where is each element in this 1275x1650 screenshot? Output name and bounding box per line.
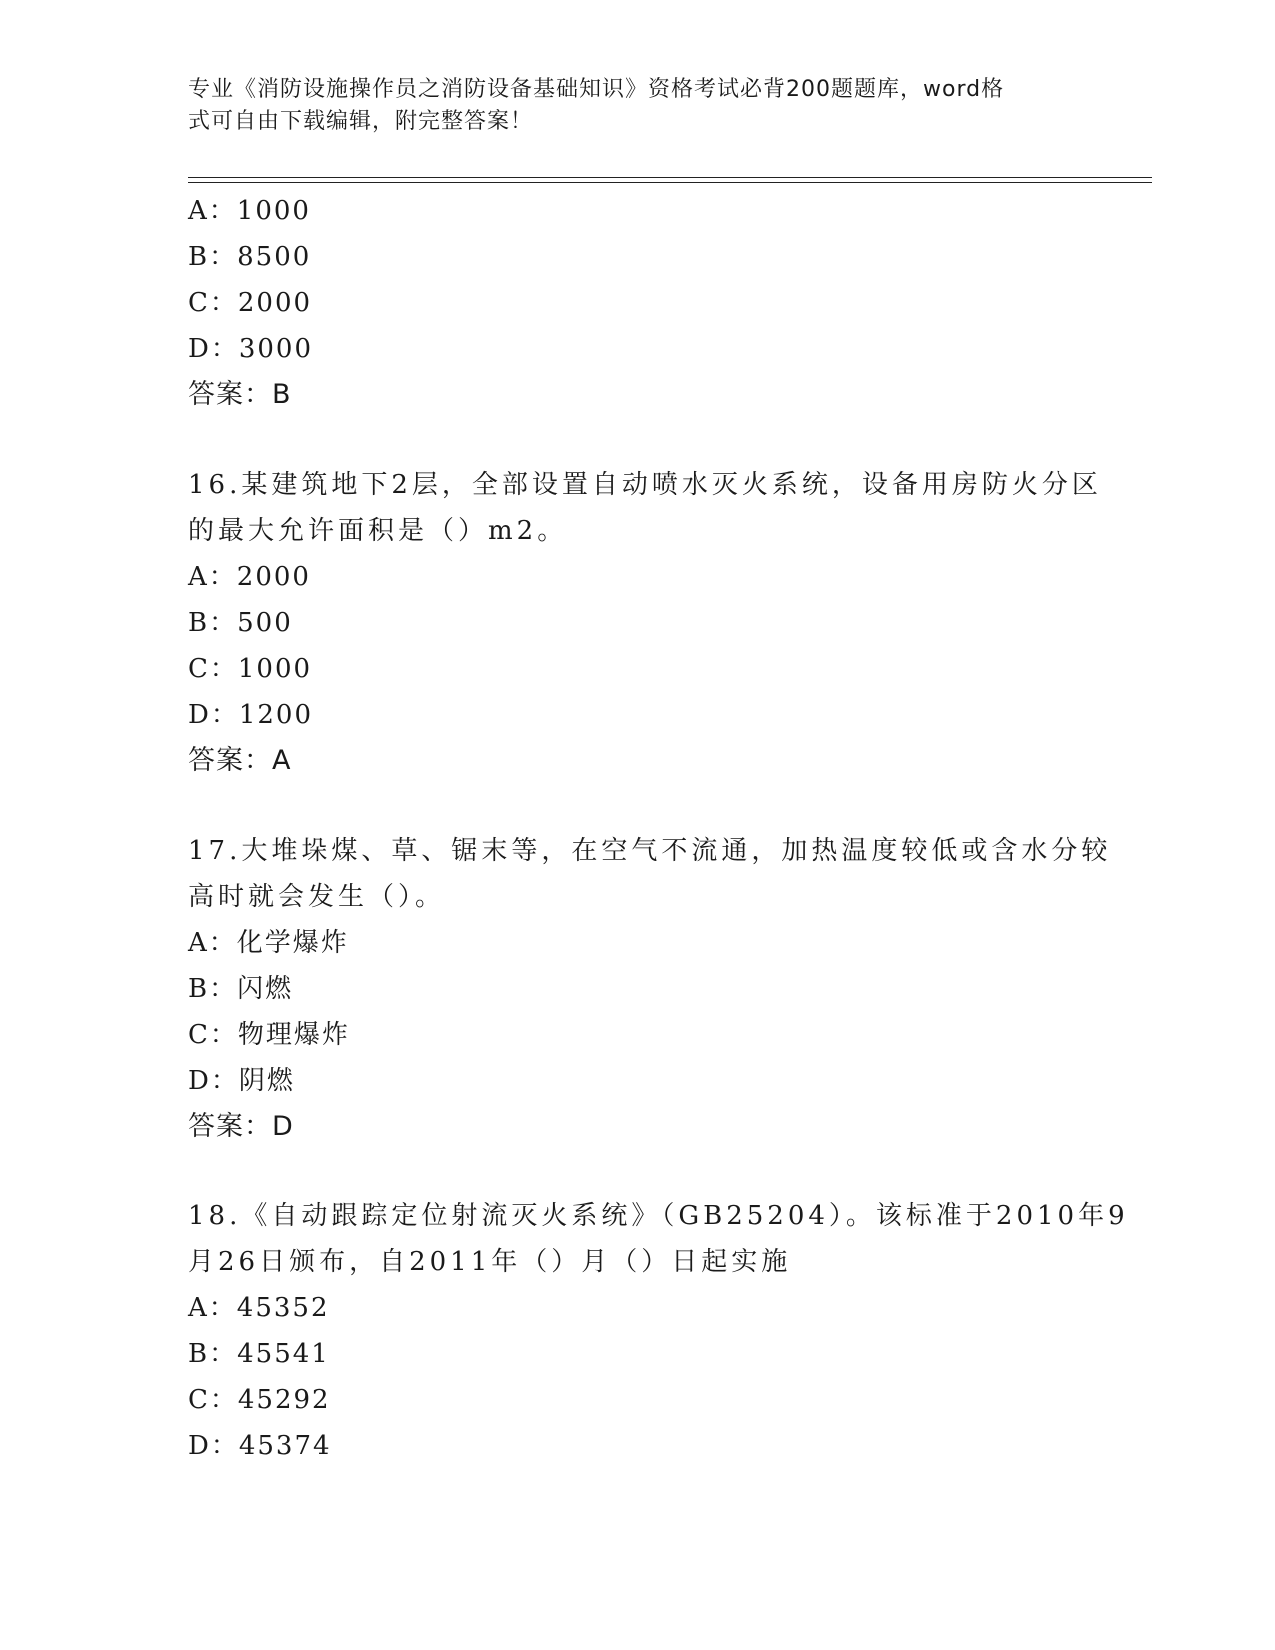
option-a: A：1000 bbox=[188, 196, 311, 226]
option-b: B：500 bbox=[188, 608, 293, 638]
option-b: B：闪燃 bbox=[188, 974, 294, 1004]
option-a: A：2000 bbox=[188, 562, 311, 592]
answer: 答案：A bbox=[188, 745, 292, 776]
option-a: A：45352 bbox=[188, 1293, 330, 1323]
header-divider-top bbox=[188, 177, 1152, 178]
question-text-line-2: 的最大允许面积是（）m2。 bbox=[188, 516, 568, 546]
document-header bbox=[188, 74, 1068, 138]
header-line-2: 式可自由下载编辑，附完整答案！ bbox=[188, 109, 534, 134]
header-line-1: 专业《消防设施操作员之消防设备基础知识》资格考试必背200题题库，word格 bbox=[188, 77, 1005, 102]
question-text-line-1: 17.大堆垛煤、草、锯末等，在空气不流通，加热温度较低或含水分较 bbox=[188, 836, 1112, 866]
option-c: C：物理爆炸 bbox=[188, 1020, 350, 1050]
question-text-line-1: 18.《自动跟踪定位射流灭火系统》（GB25204）。该标准于2010年9 bbox=[188, 1201, 1129, 1231]
question-text-line-1: 16.某建筑地下2层，全部设置自动喷水灭火系统，设备用房防火分区 bbox=[188, 470, 1102, 500]
option-d: D：3000 bbox=[188, 334, 314, 364]
question-16 bbox=[188, 462, 1102, 784]
question-17 bbox=[188, 828, 1112, 1150]
answer: 答案：D bbox=[188, 1111, 294, 1142]
option-d: D：阴燃 bbox=[188, 1066, 295, 1096]
option-d: D：1200 bbox=[188, 700, 314, 730]
answer: 答案：B bbox=[188, 379, 292, 410]
option-d: D：45374 bbox=[188, 1431, 332, 1461]
option-c: C：2000 bbox=[188, 288, 313, 318]
question-18 bbox=[188, 1193, 1129, 1469]
option-a: A：化学爆炸 bbox=[188, 928, 349, 958]
option-c: C：45292 bbox=[188, 1385, 331, 1415]
header-divider-bottom bbox=[188, 182, 1152, 183]
option-c: C：1000 bbox=[188, 654, 313, 684]
question-text-line-2: 月26日颁布，自2011年（）月（）日起实施 bbox=[188, 1247, 792, 1277]
option-b: B：8500 bbox=[188, 242, 312, 272]
option-b: B：45541 bbox=[188, 1339, 330, 1369]
question-15-continued bbox=[188, 188, 1088, 418]
question-text-line-2: 高时就会发生（）。 bbox=[188, 882, 446, 912]
